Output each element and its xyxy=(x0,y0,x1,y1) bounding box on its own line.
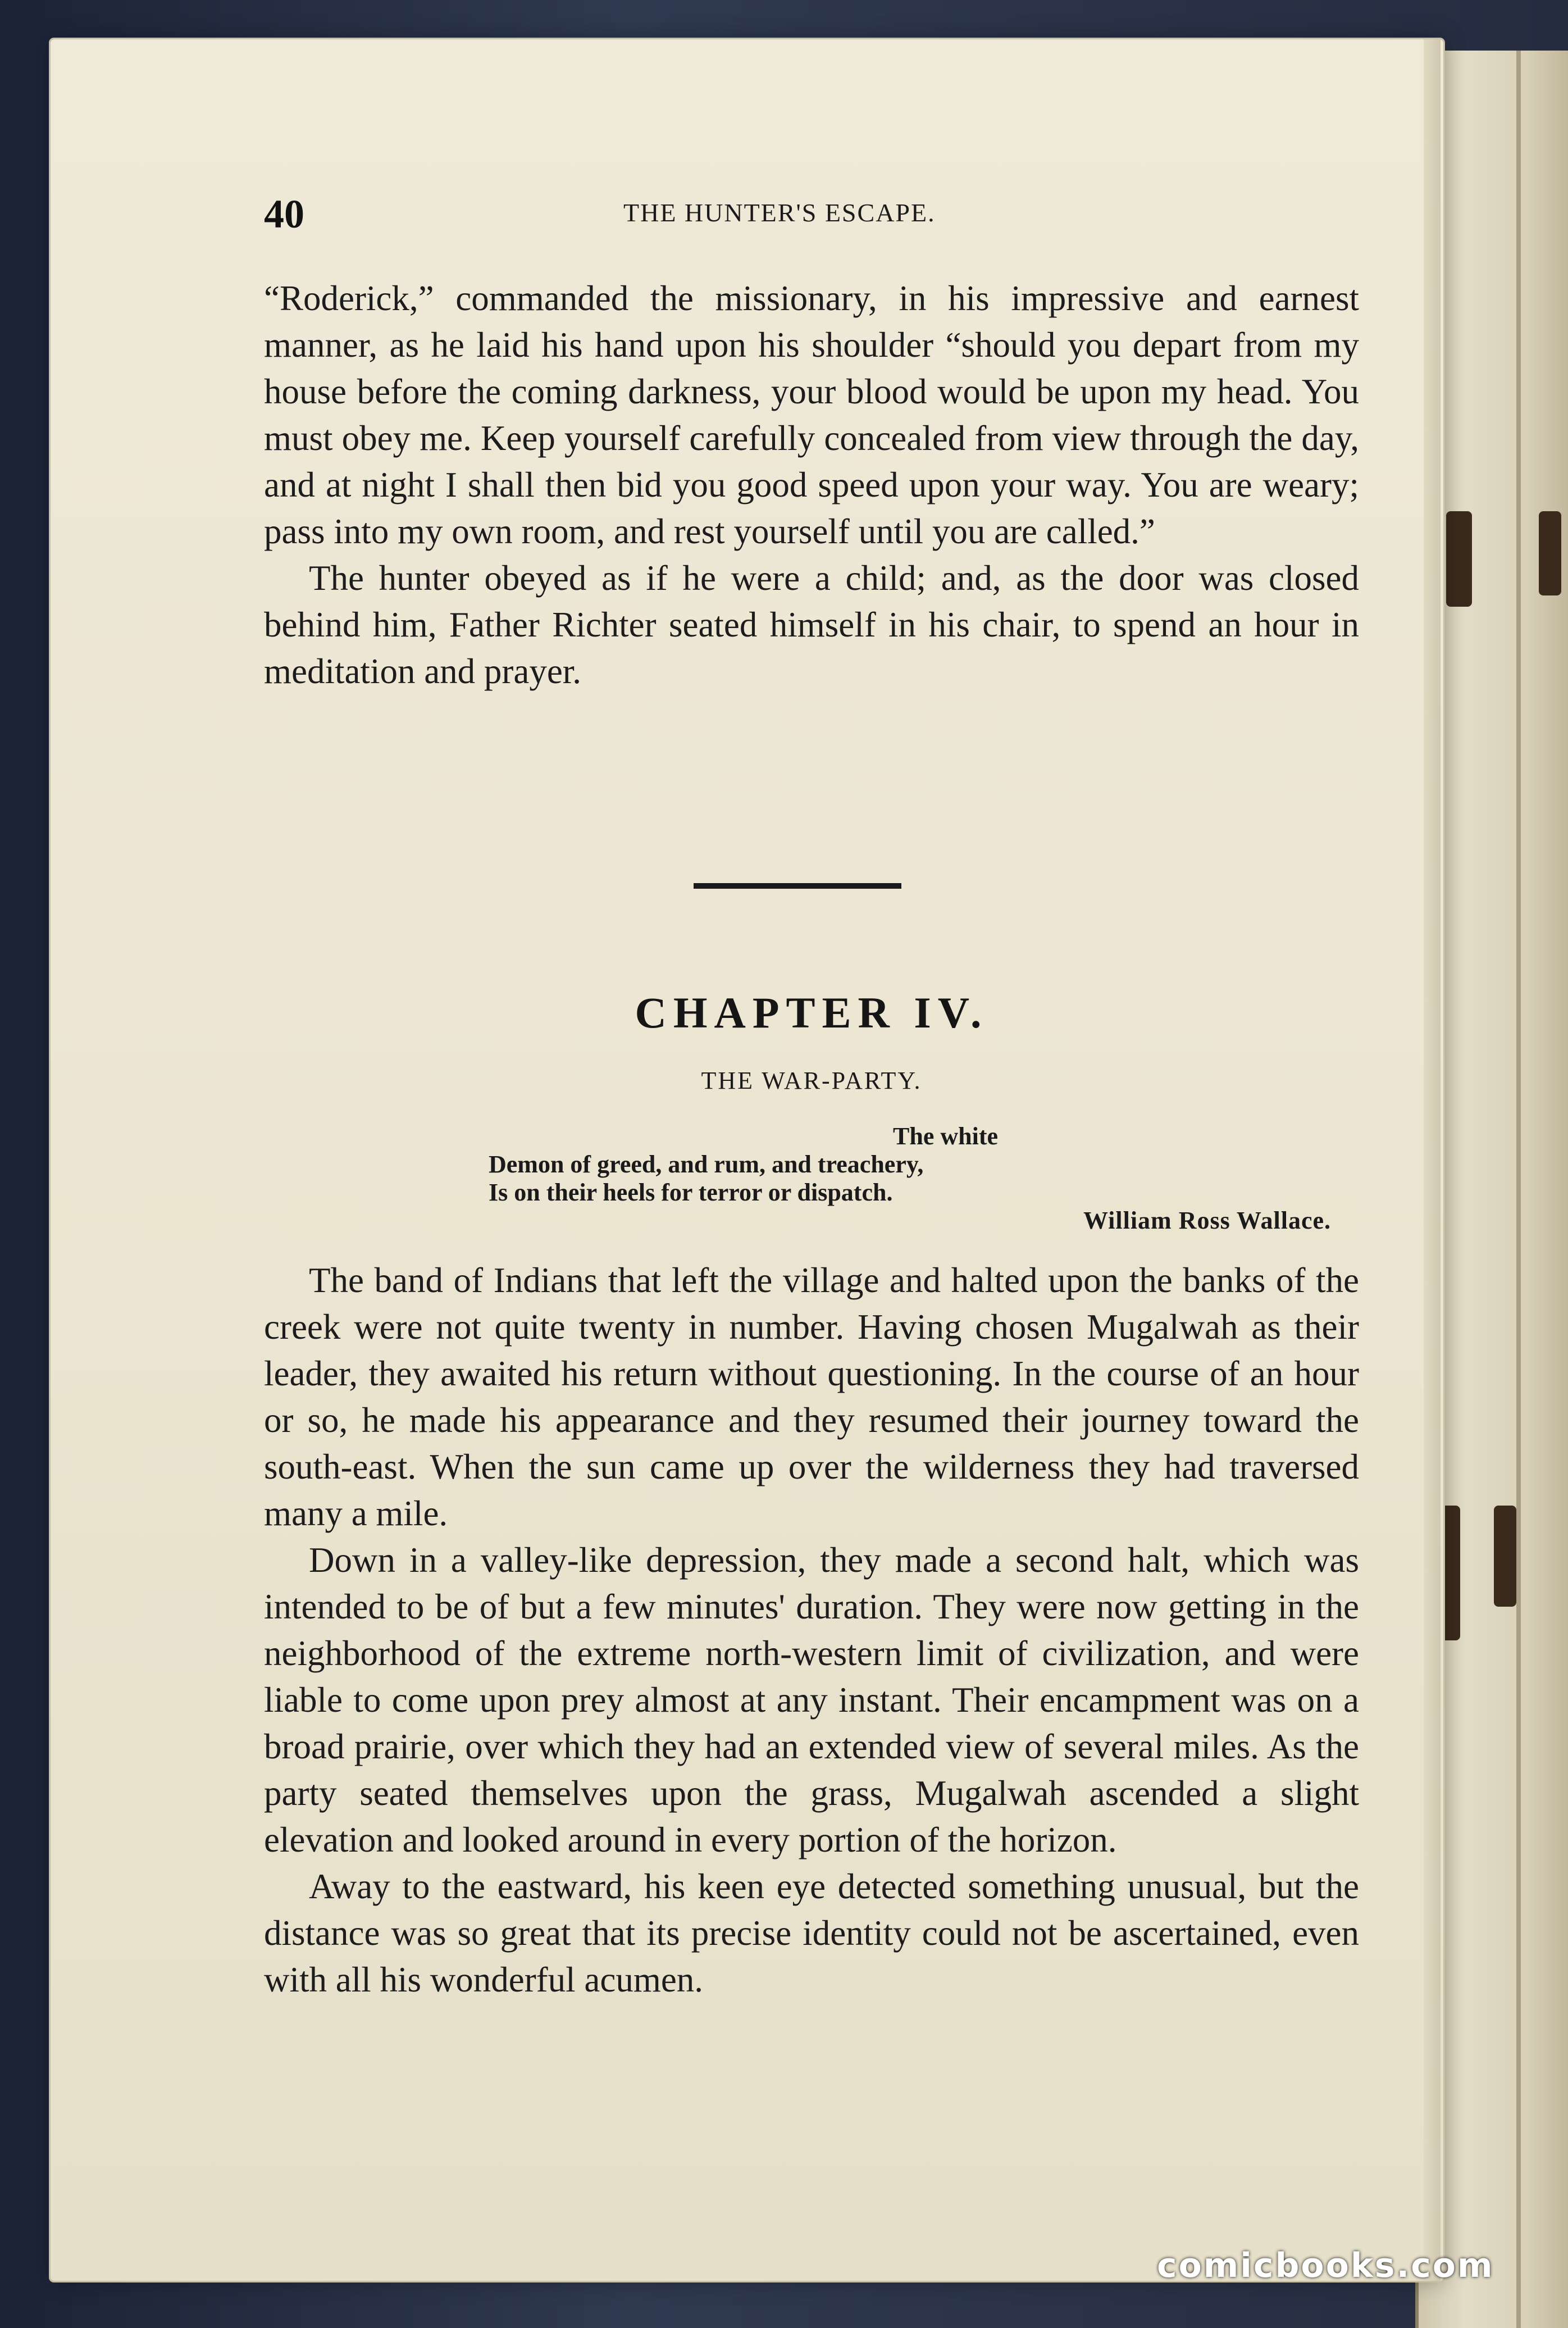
page-edge xyxy=(1424,39,1441,2281)
paragraph: Down in a valley-like depression, they made a second halt, which was intended to be of but a few minutes' duration. They were now getting in the neighborhood of the extreme north-western limit of civilization, and were liable to come upon prey almost at any instant. Their encampment was on a broad prairie, over which they had an extended view of several miles. As the party seated themselves upon the grass, Mugalwah ascended a slight elevation and looked around in every portion of the horizon. xyxy=(264,1540,1359,1859)
section-one-text xyxy=(264,275,1359,695)
binding-stitch xyxy=(1539,511,1561,595)
running-head: THE HUNTER'S ESCAPE. xyxy=(623,198,936,227)
paragraph: Away to the eastward, his keen eye detected something unusual, but the distance was so great that its precise identity could not be ascertained, even with all his wonderful acumen. xyxy=(264,1867,1359,1999)
chapter-subtitle: THE WAR-PARTY. xyxy=(701,1067,922,1094)
epigraph-line: The white xyxy=(893,1122,998,1150)
epigraph-attribution: William Ross Wallace. xyxy=(1083,1207,1331,1234)
binding-stitch xyxy=(1494,1506,1516,1607)
paragraph: The hunter obeyed as if he were a child; and, as the door was closed behind him, Father Richter seated himself in his chair, to spend an hour in meditation and prayer. xyxy=(264,558,1359,691)
page-number: 40 xyxy=(264,192,304,237)
binding-stitch xyxy=(1446,511,1472,607)
section-rule xyxy=(694,883,901,889)
paragraph: “Roderick,” commanded the missionary, in his impressive and earnest manner, as he laid his hand upon his shoulder “should you depart from my house before the coming darkness, your blood would be upon my head. You must obey me. Keep yourself carefully concealed from view through the day, and at night I shall then bid you good speed upon your way. You are weary; pass into my own room, and rest yourself until you are called.” xyxy=(264,279,1359,551)
chapter-title: CHAPTER IV. xyxy=(635,988,988,1037)
spine-crease xyxy=(1516,51,1521,2328)
epigraph-line: Demon of greed, and rum, and treachery, xyxy=(489,1151,924,1178)
page-header xyxy=(264,191,1370,236)
paragraph: The band of Indians that left the village and halted upon the banks of the creek were not quite twenty in number. Having chosen Mugalwah as their leader, they awaited his return without questioning. In the course of an hour or so, he made his appearance and they resumed their journey toward the south-east. When the sun came up over the wilderness they had traversed many a mile. xyxy=(264,1261,1359,1533)
section-two-text xyxy=(264,1257,1359,2003)
watermark: comicbooks.com xyxy=(1157,2246,1494,2285)
epigraph xyxy=(489,1122,1331,1235)
epigraph-line: Is on their heels for terror or dispatch. xyxy=(489,1179,893,1206)
